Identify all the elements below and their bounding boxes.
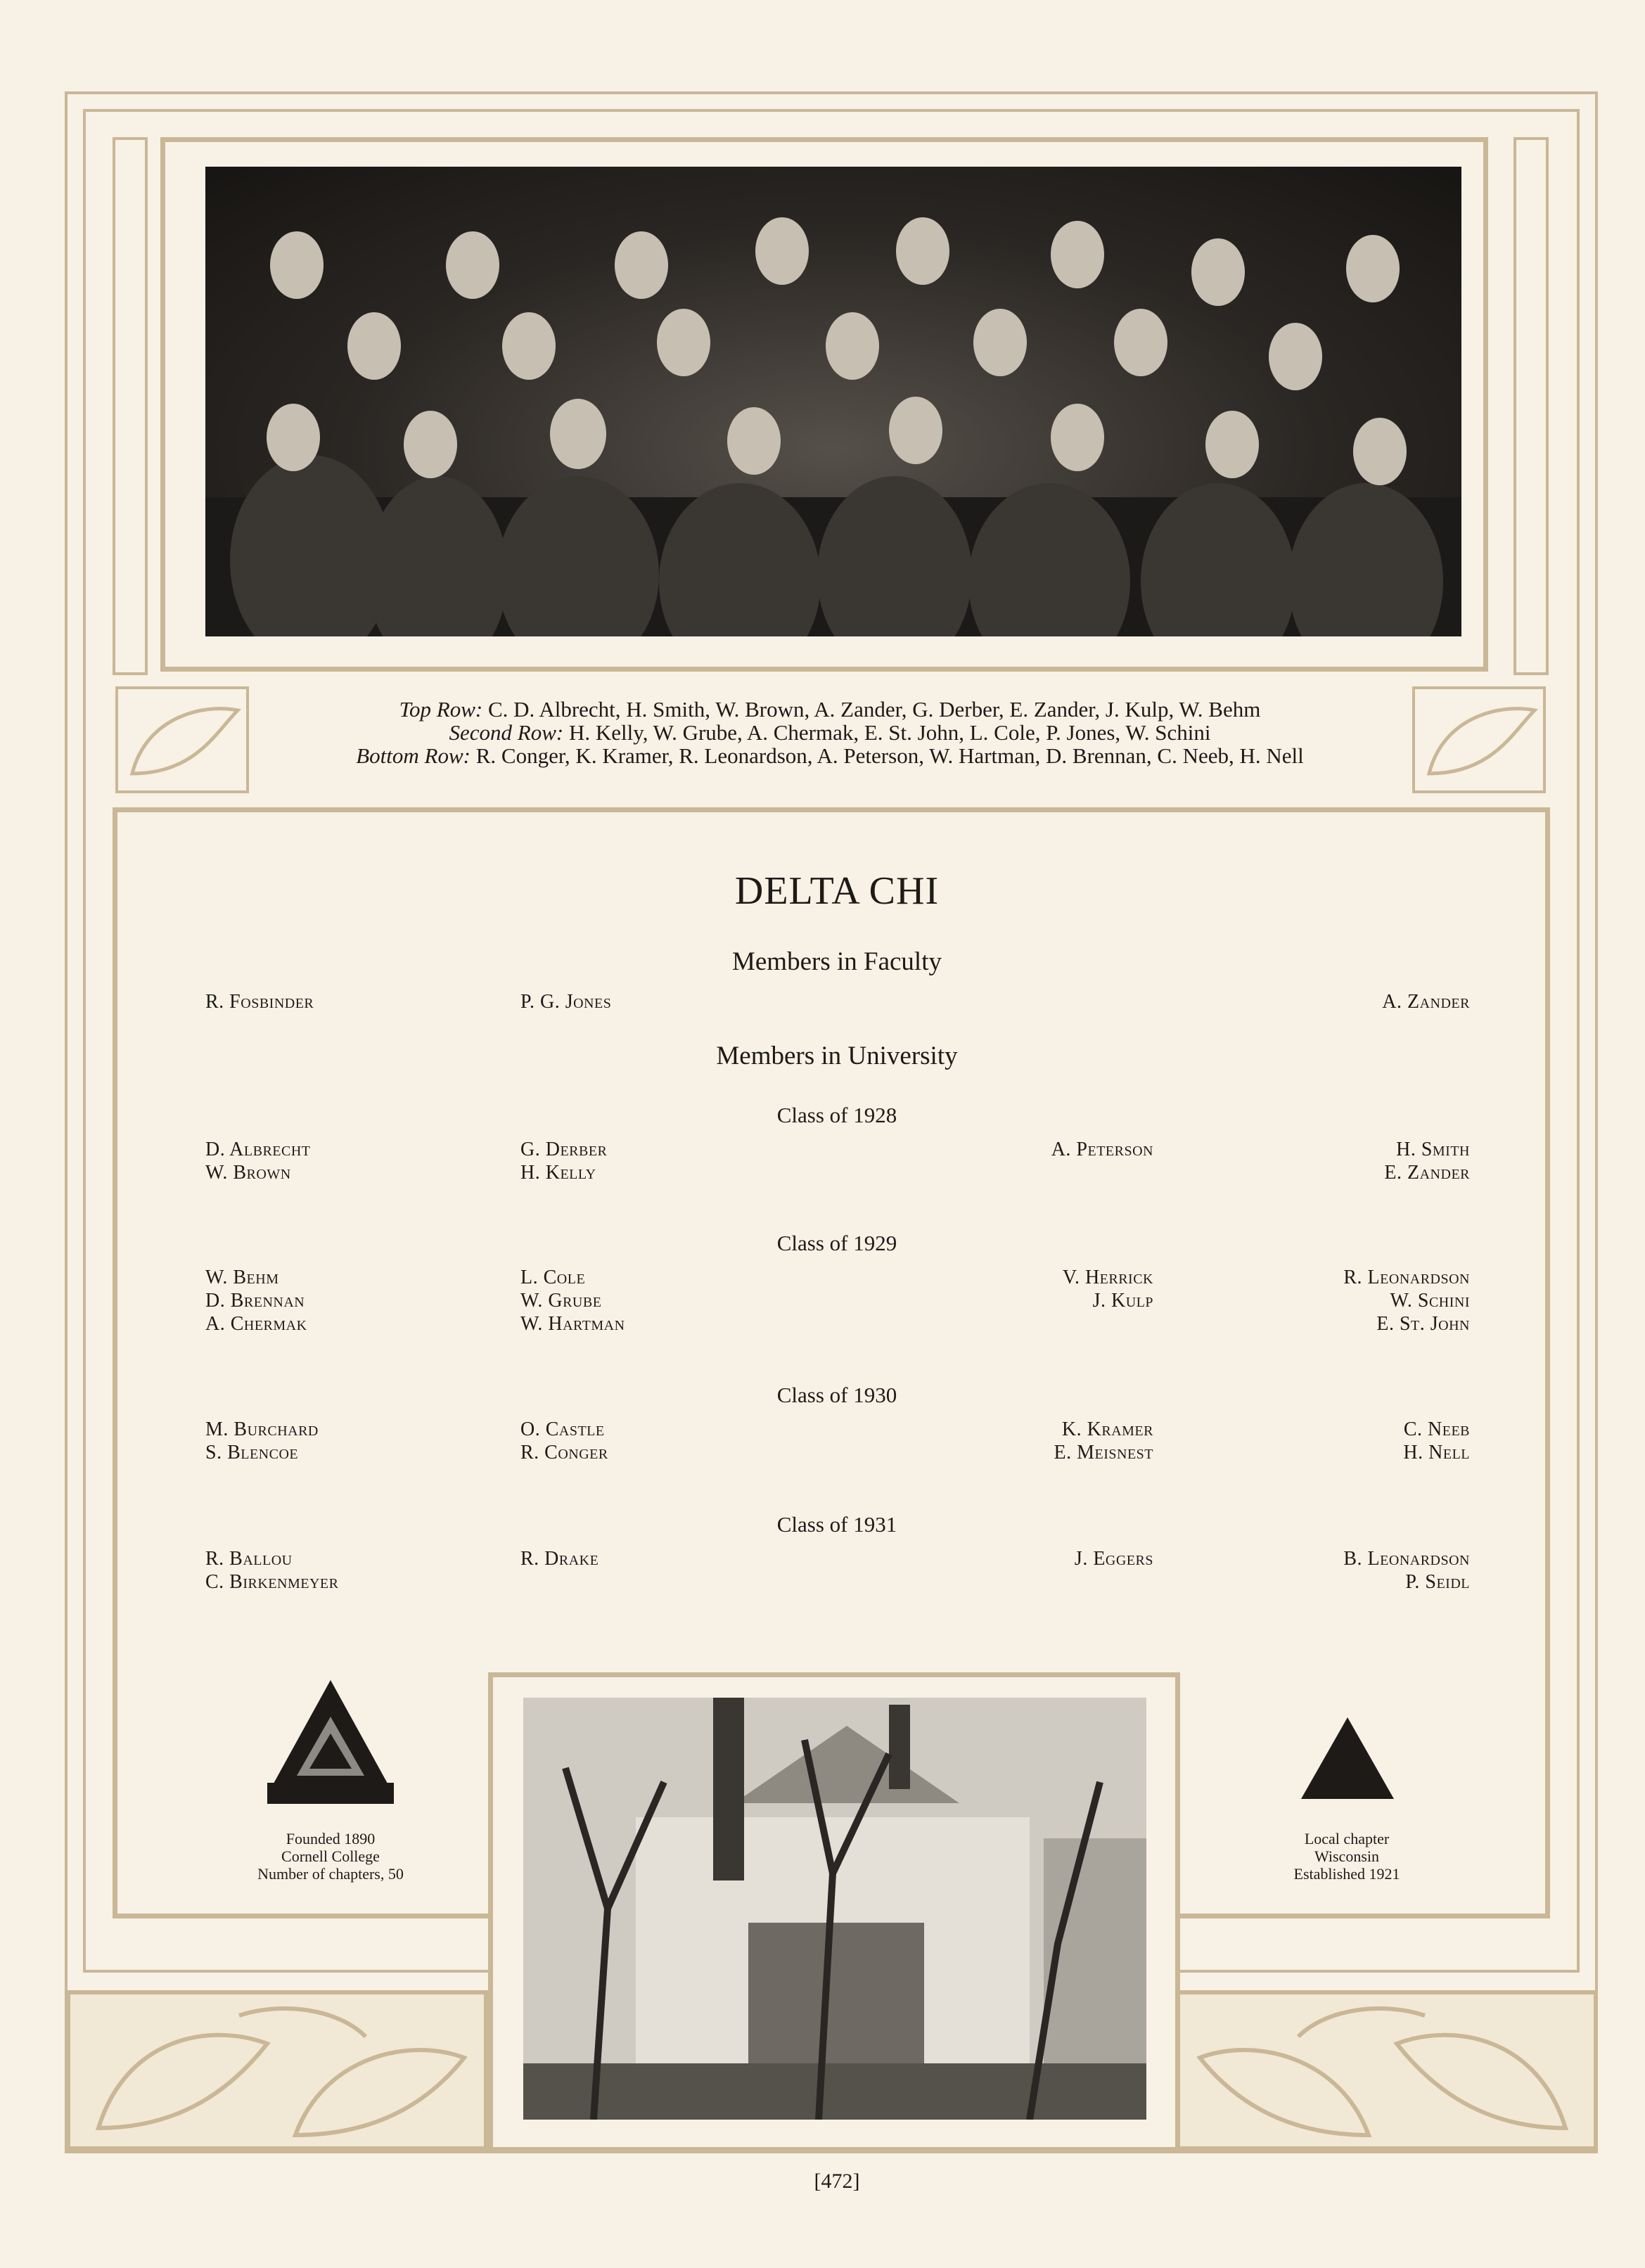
member-name: W. Schini [1390, 1290, 1470, 1312]
caption-names: R. Conger, K. Kramer, R. Leonardson, A. Peterson, W. Hartman, D. Brennan, C. Neeb, H. Nell [475, 743, 1304, 768]
caption-bottom-row [267, 744, 1393, 767]
caption-label: Bottom Row: [356, 743, 471, 768]
left-leaf-ornament [115, 686, 249, 793]
member-name: O. Castle [520, 1418, 605, 1440]
class-col [1196, 1547, 1470, 1594]
member-name: W. Grube [520, 1290, 602, 1312]
member-name: W. Brown [205, 1162, 291, 1184]
local-line: Established 1921 [1293, 1865, 1400, 1883]
founded-line: Founded 1890 [286, 1830, 376, 1847]
local-info [1231, 1830, 1463, 1883]
faculty-name: R. Fosbinder [205, 991, 314, 1013]
member-name: W. Hartman [520, 1313, 625, 1335]
member-name: J. Kulp [1092, 1290, 1153, 1312]
class-heading: Class of 1930 [776, 1383, 897, 1407]
right-pillar [1513, 137, 1549, 675]
member-name: J. Eggers [1074, 1548, 1153, 1570]
member-name: K. Kramer [1061, 1418, 1153, 1440]
class-col [205, 1418, 319, 1464]
member-name: G. Derber [520, 1139, 608, 1160]
member-name: B. Leonardson [1343, 1548, 1470, 1570]
faculty-heading: Members in Faculty [731, 947, 942, 976]
house-photo [523, 1698, 1146, 2120]
university-heading: Members in University [716, 1042, 958, 1070]
member-name: E. Meisnest [1054, 1442, 1153, 1463]
class-col [914, 1418, 1153, 1464]
faculty-name: A. Zander [1382, 991, 1470, 1013]
member-name: A. Peterson [1051, 1139, 1153, 1160]
group-photo [205, 167, 1461, 636]
member-name: H. Nell [1403, 1442, 1470, 1463]
triangle-icon [1298, 1715, 1397, 1802]
class-col [520, 1138, 607, 1184]
class-col [520, 1266, 625, 1335]
right-leaf-ornament [1412, 686, 1546, 793]
class-col [205, 1138, 311, 1184]
left-leaf-panel [66, 1990, 488, 2151]
caption-top-row [267, 698, 1393, 721]
member-name: M. Burchard [205, 1418, 319, 1440]
member-name: W. Behm [205, 1267, 279, 1288]
member-name: V. Herrick [1062, 1267, 1153, 1288]
fraternity-crest-icon [267, 1677, 394, 1805]
photo-caption [267, 698, 1393, 767]
caption-label: Top Row: [399, 697, 483, 722]
member-name: L. Cole [520, 1267, 586, 1288]
member-name: C. Birkenmeyer [205, 1571, 339, 1593]
faculty-name: P. G. Jones [520, 991, 612, 1013]
class-col [205, 1266, 307, 1335]
class-heading: Class of 1928 [776, 1103, 897, 1127]
member-name: R. Conger [520, 1442, 608, 1463]
local-line: Wisconsin [1314, 1847, 1379, 1865]
class-col [1196, 1138, 1470, 1184]
class-col [520, 1547, 599, 1570]
class-col [914, 1547, 1153, 1570]
member-name: E. Zander [1384, 1162, 1470, 1184]
founded-line: Cornell College [281, 1847, 380, 1865]
page-number: [472] [814, 2170, 860, 2193]
right-leaf-panel [1176, 1990, 1598, 2151]
member-name: S. Blencoe [205, 1442, 299, 1463]
member-name: E. St. John [1376, 1313, 1470, 1335]
local-line: Local chapter [1304, 1830, 1390, 1847]
member-name: R. Leonardson [1343, 1267, 1470, 1288]
class-col [520, 1418, 608, 1464]
left-pillar [113, 137, 148, 675]
page-title: DELTA CHI [734, 869, 940, 913]
member-name: D. Albrecht [205, 1139, 311, 1160]
class-heading: Class of 1929 [776, 1231, 897, 1255]
member-name: R. Ballou [205, 1548, 293, 1570]
class-col [914, 1138, 1153, 1161]
class-col [205, 1547, 338, 1594]
member-name: C. Neeb [1403, 1418, 1470, 1440]
caption-label: Second Row: [449, 720, 564, 745]
member-name: R. Drake [520, 1548, 599, 1570]
caption-second-row [267, 721, 1393, 744]
member-name: H. Kelly [520, 1162, 596, 1184]
member-name: D. Brennan [205, 1290, 305, 1312]
member-name: P. Seidl [1405, 1571, 1470, 1593]
founded-info [211, 1830, 450, 1883]
caption-names: H. Kelly, W. Grube, A. Chermak, E. St. John, L. Cole, P. Jones, W. Schini [568, 720, 1211, 745]
class-heading: Class of 1931 [776, 1512, 897, 1537]
founded-line: Number of chapters, 50 [257, 1865, 404, 1883]
class-col [1196, 1418, 1470, 1464]
member-name: A. Chermak [205, 1313, 307, 1335]
class-col [914, 1266, 1153, 1312]
member-name: H. Smith [1396, 1139, 1470, 1160]
caption-names: C. D. Albrecht, H. Smith, W. Brown, A. Zander, G. Derber, E. Zander, J. Kulp, W. Behm [487, 697, 1261, 722]
class-col [1196, 1266, 1470, 1335]
